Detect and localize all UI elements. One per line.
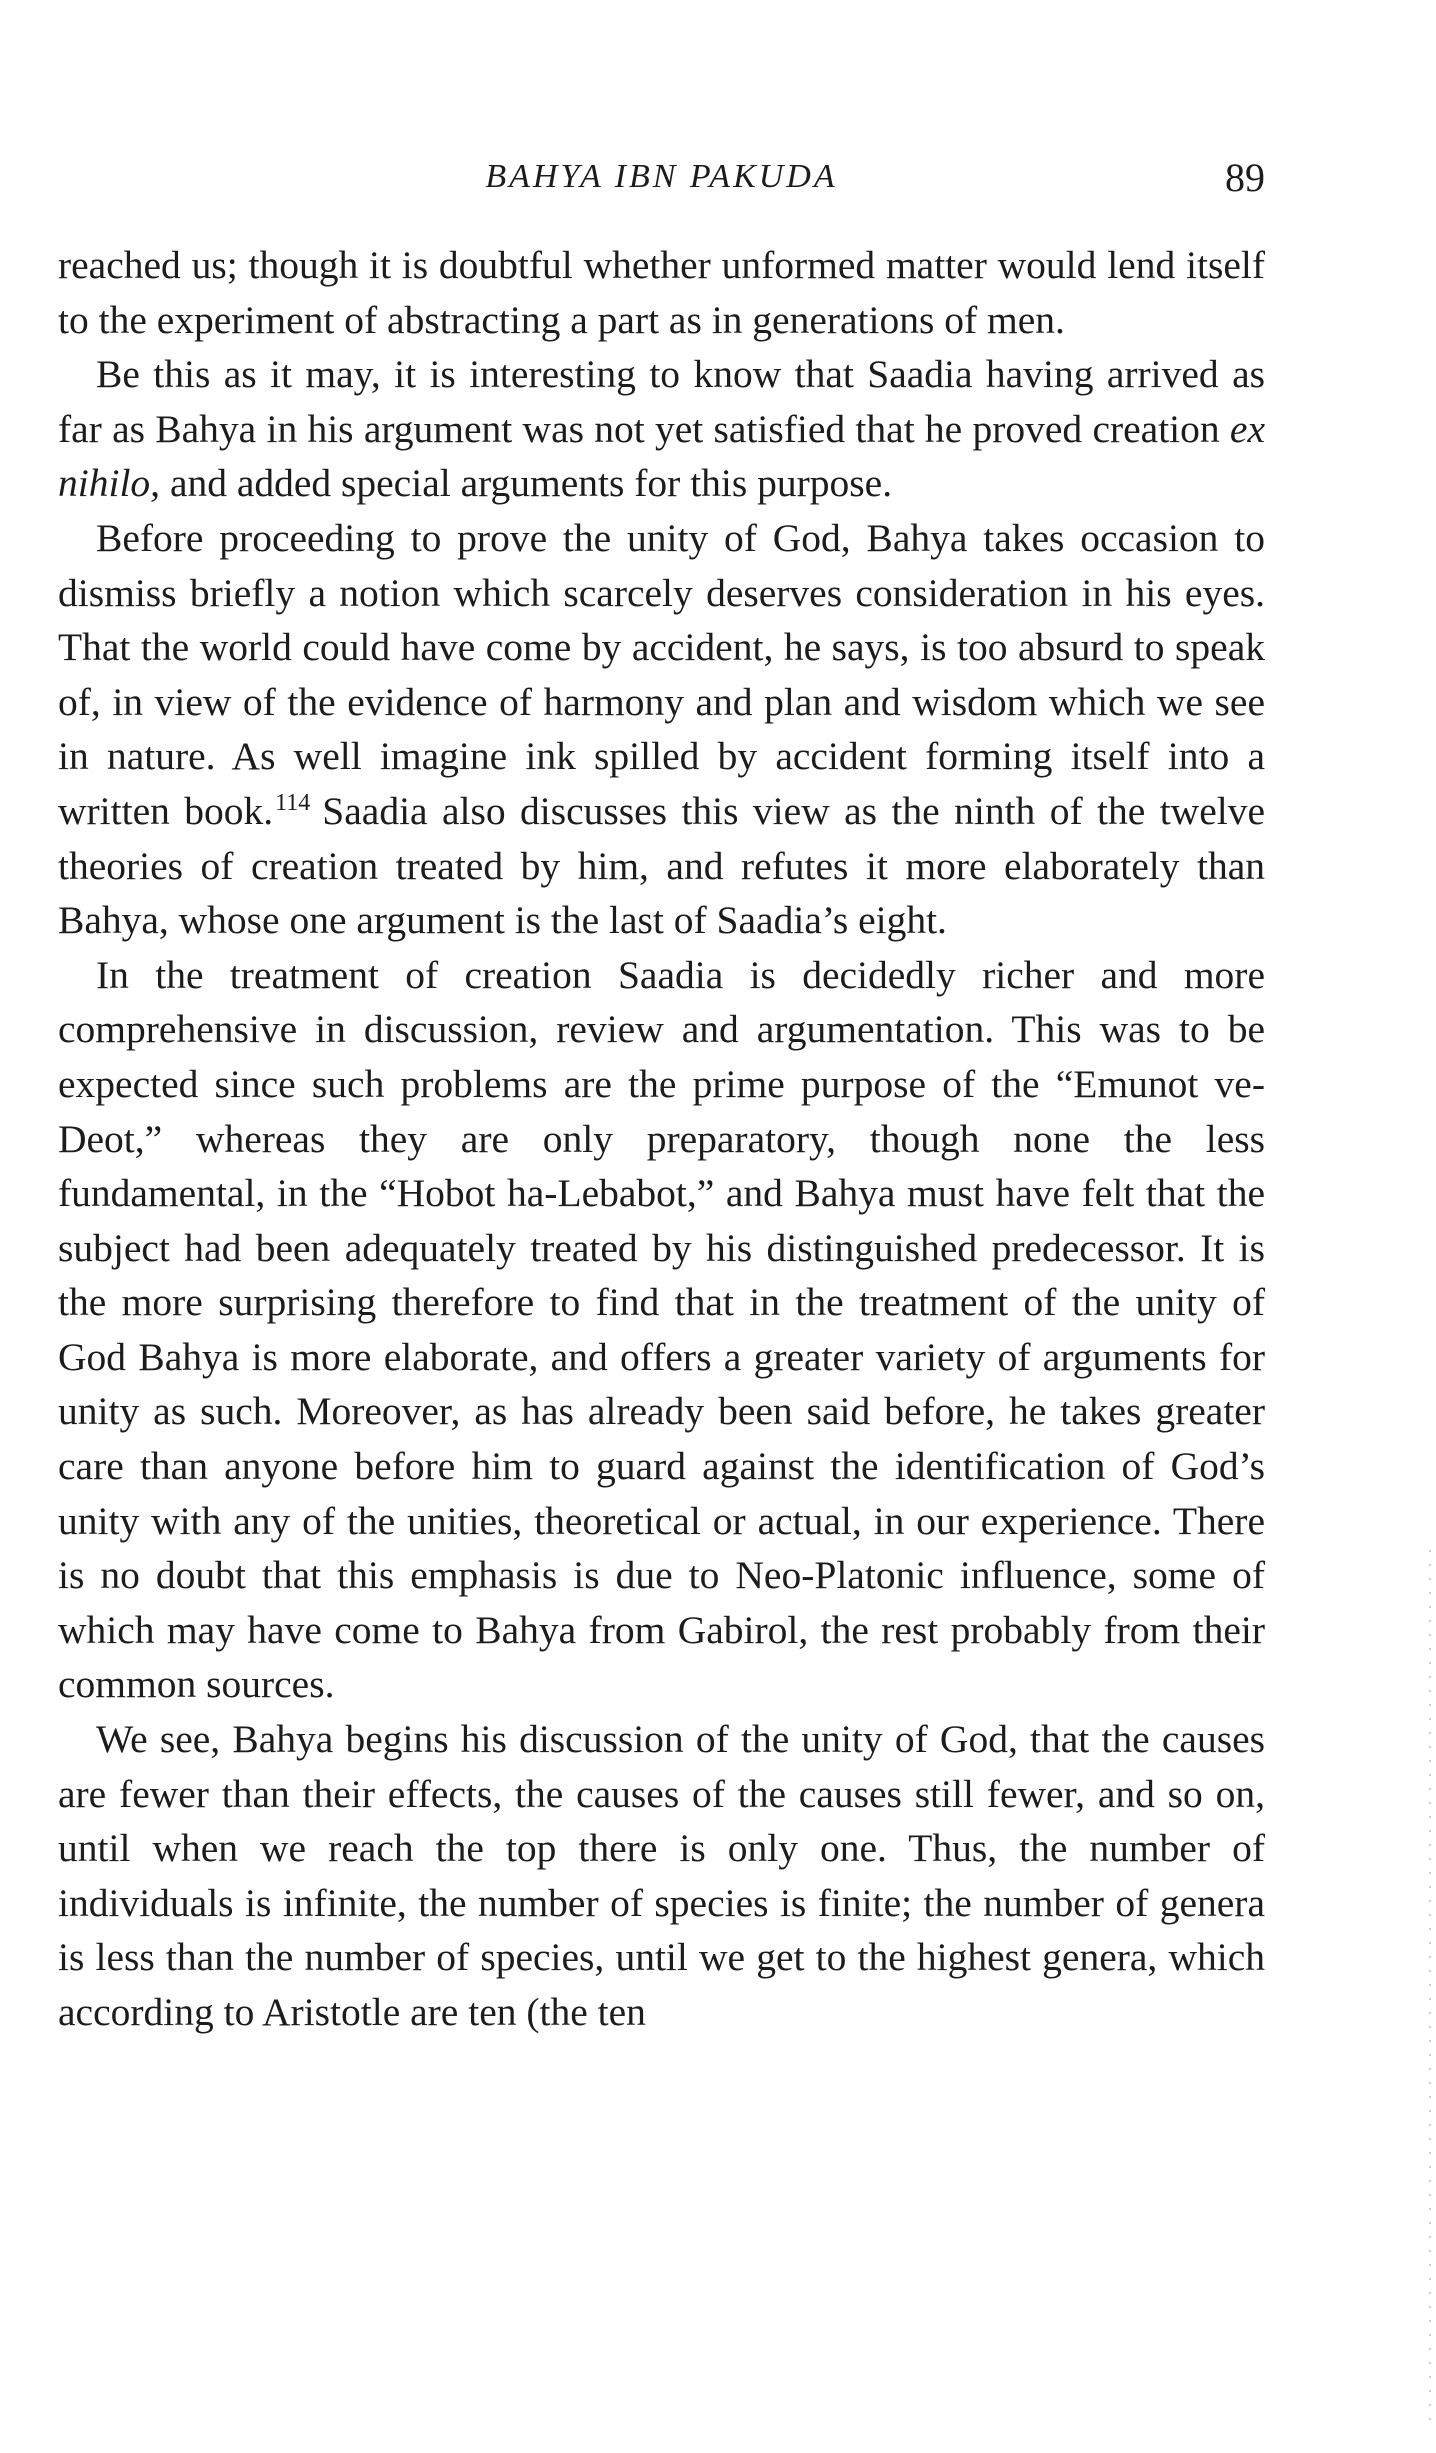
- text-run: Before proceeding to prove the unity of God, Bahya takes occasion to dismiss briefly a notion which scarcely deserves consideration in his eyes. That the world could have come by accident, he says, is too absurd to speak of, in view of the evidence of harmony and plan and wisdom which we see in nature. As well imagine ink spilled by accident forming itself into a written book.: [58, 515, 1265, 833]
- running-head: [58, 148, 1265, 208]
- text-run: Saadia also discusses this view as the ninth of the twelve theories of creation treated by him, and refutes it more elaborately than Bahya, whose one argument is the last of Saadia’s eight.: [58, 788, 1265, 943]
- body-text: [58, 238, 1265, 2040]
- paragraph: [58, 1712, 1265, 2040]
- paragraph: [58, 238, 1265, 347]
- text-run: and added special arguments for this purpose.: [160, 461, 893, 506]
- paragraph: [58, 948, 1265, 1712]
- text-run: reached us; though it is doubtful whether unformed matter would lend itself to the experiment of abstracting a part as in generations of men.: [58, 243, 1265, 342]
- italic-phrase: ex nihilo,: [58, 406, 1265, 506]
- scan-margin-specks: [1429, 1550, 1431, 2430]
- running-title: BAHYA IBN PAKUDA: [485, 158, 838, 195]
- text-run: In the treatment of creation Saadia is decidedly richer and more comprehensive in discussion, review and argumentation. This was to be expected since such problems are the prime purpose of the “Emunot ve-Deot,” whereas they are only preparatory, though none the less fundamental, in the “Hobot ha-Lebabot,” and Bahya must have felt that the subject had been adequately treated by his distinguished predecessor. It is the more surprising therefore to find that in the treatment of the unity of God Bahya is more elaborate, and offers a greater variety of arguments for unity as such. Moreover, as has already been said before, he takes greater care than anyone before him to guard against the identification of God’s unity with any of the unities, theoretical or actual, in our experience. There is no doubt that this emphasis is due to Neo-Platonic influence, some of which may have come to Bahya from Gabirol, the rest probably from their common sources.: [58, 952, 1265, 1707]
- text-run: Be this as it may, it is interesting to know that Saadia having arrived as far as Bahya in his argument was not yet satisfied that he proved creation: [58, 352, 1265, 451]
- book-page: [58, 0, 1265, 2453]
- footnote-reference: 114: [275, 789, 311, 816]
- paragraph: [58, 347, 1265, 511]
- page-number: 89: [1225, 155, 1265, 200]
- paragraph: [58, 511, 1265, 948]
- text-run: We see, Bahya begins his discussion of the unity of God, that the causes are fewer than their effects, the causes of the causes still fewer, and so on, until when we reach the top there is only one. Thus, the number of individuals is infinite, the number of species is finite; the number of genera is less than the number of species, until we get to the highest genera, which according to Aristotle are ten (the ten: [58, 1717, 1265, 2034]
